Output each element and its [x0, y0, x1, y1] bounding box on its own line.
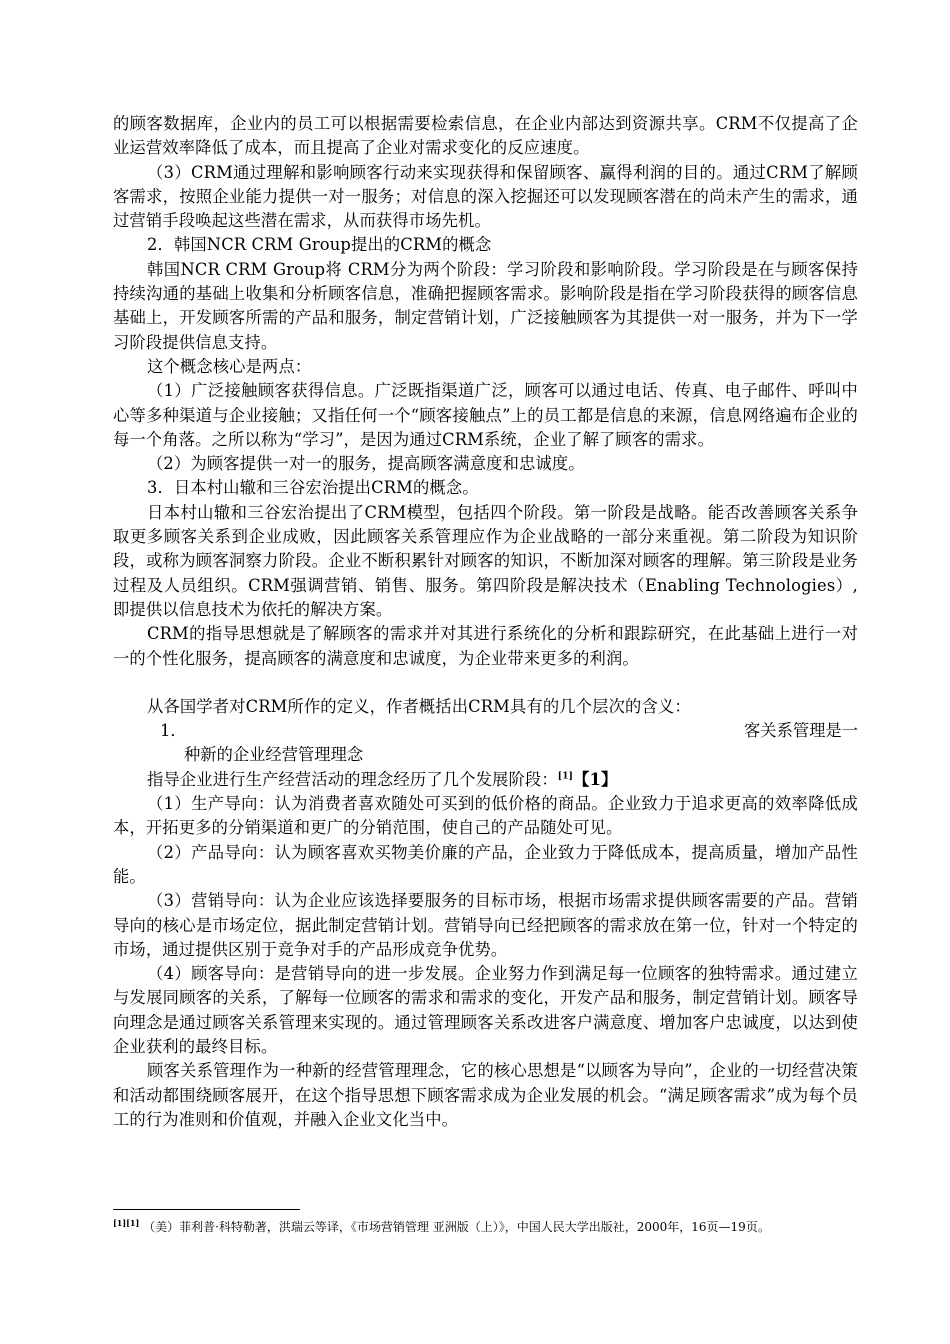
heading-continuation: 种新的企业经营管理理念 [184, 745, 364, 765]
paragraph: （4）顾客导向：是营销导向的进一步发展。企业努力作到满足每一位顾客的独特需求。通过建立与发展同顾客的关系，了解每一位顾客的需求和需求的变化，开发产品和服务，制定营销计划。顾客导向理念是通过顾客关系管理来实现的。通过管理顾客关系改进客户满意度、增加客户忠诚度，以达到使企业获利的最终目标。 [113, 964, 858, 1056]
heading-line [113, 719, 858, 743]
paragraph: 韩国NCR CRM Group将 CRM分为两个阶段：学习阶段和影响阶段。学习阶段是在与顾客保持持续沟通的基础上收集和分析顾客信息，准确把握顾客需求。影响阶段是指在学习阶段获得的顾客信息基础上，开发顾客所需的产品和服务，制定营销计划，广泛接触顾客为其提供一对一服务，并为下一学习阶段提供信息支持。 [113, 259, 858, 352]
paragraph: 的顾客数据库，企业内的员工可以根据需要检索信息，在企业内部达到资源共享。CRM不仅提高了企业运营效率降低了成本，而且提高了企业对需求变化的反应速度。 [113, 114, 858, 158]
section-heading: 2．韩国NCR CRM Group提出的CRM的概念 [147, 235, 492, 255]
paragraph: 顾客关系管理作为一种新的经营管理理念，它的核心思想是“以顾客为导向”，企业的一切经营决策和活动都围绕顾客展开，在这个指导思想下顾客需求成为企业发展的机会。“满足顾客需求”成为每个员工的行为准则和价值观，并融入企业文化当中。 [113, 1061, 858, 1129]
paragraph: （1）广泛接触顾客获得信息。广泛既指渠道广泛，顾客可以通过电话、传真、电子邮件、呼叫中心等多种渠道与企业接触；又指任何一个“顾客接触点”上的员工都是信息的来源，信息网络遍布企业的每一个角落。之所以称为“学习”，是因为通过CRM系统，企业了解了顾客的需求。 [113, 381, 858, 449]
footnote-marker[interactable]: [1] [557, 771, 574, 782]
heading-number: 1． [160, 721, 187, 741]
footnote-marks: [1][1] [113, 1218, 140, 1228]
paragraph [113, 768, 858, 792]
paragraph: （2）为顾客提供一对一的服务，提高顾客满意度和忠诚度。 [147, 454, 585, 474]
paragraph: 日本村山辙和三谷宏治提出了CRM模型，包括四个阶段。第一阶段是战略。能否改善顾客关系争取更多顾客关系到企业成败，因此顾客关系管理应作为企业战略的一部分来重视。第二阶段为知识阶段，或称为顾客洞察力阶段。企业不断积累针对顾客的知识，不断加深对顾客的理解。第三阶段是业务过程及人员组织。CRM强调营销、销售、服务。第四阶段是解决技术（Enabling Technologies）,即提供以信息技术为依托的解决方案。 [113, 502, 858, 619]
paragraph: 这个概念核心是两点： [147, 356, 312, 376]
paragraph: CRM的指导思想就是了解顾客的需求并对其进行系统化的分析和跟踪研究，在此基础上进行一对一的个性化服务，提高顾客的满意度和忠诚度，为企业带来更多的利润。 [113, 624, 858, 668]
paragraph: （1）生产导向：认为消费者喜欢随处可买到的低价格的商品。企业致力于追求更高的效率降低成本，开拓更多的分销渠道和更广的分销范围，使自己的产品随处可见。 [113, 794, 858, 838]
document-body [113, 112, 858, 1132]
blank-line [113, 671, 858, 695]
paragraph: 从各国学者对CRM所作的定义，作者概括出CRM具有的几个层次的含义： [147, 696, 691, 716]
reference-marker[interactable]: 【1】 [573, 769, 618, 789]
paragraph: （2）产品导向：认为顾客喜欢买物美价廉的产品，企业致力于降低成本，提高质量，增加产品性能。 [113, 842, 858, 886]
paragraph: （3）营销导向：认为企业应该选择要服务的目标市场，根据市场需求提供顾客需要的产品。营销导向的核心是市场定位，据此制定营销计划。营销导向已经把顾客的需求放在第一位，针对一个特定的市场，通过提供区别于竞争对手的产品形成竞争优势。 [113, 891, 858, 959]
footnote-separator [113, 1209, 300, 1210]
heading-right-text: 客关系管理是一 [744, 721, 858, 741]
paragraph: （3）CRM通过理解和影响顾客行动来实现获得和保留顾客、赢得利润的目的。通过CRM了解顾客需求，按照企业能力提供一对一服务；对信息的深入挖掘还可以发现顾客潜在的尚未产生的需求，通过营销手段唤起这些潜在需求，从而获得市场先机。 [113, 162, 858, 231]
section-heading: 3．日本村山辙和三谷宏治提出CRM的概念。 [147, 478, 479, 498]
footnote [113, 1218, 858, 1236]
paragraph-text: 指导企业进行生产经营活动的理念经历了几个发展阶段： [147, 769, 558, 789]
footnote-text: （美）菲利普·科特勒著，洪瑞云等译，《市场营销管理 亚洲版（上）》，中国人民大学出版社，2000年，16页—19页。 [143, 1220, 770, 1234]
